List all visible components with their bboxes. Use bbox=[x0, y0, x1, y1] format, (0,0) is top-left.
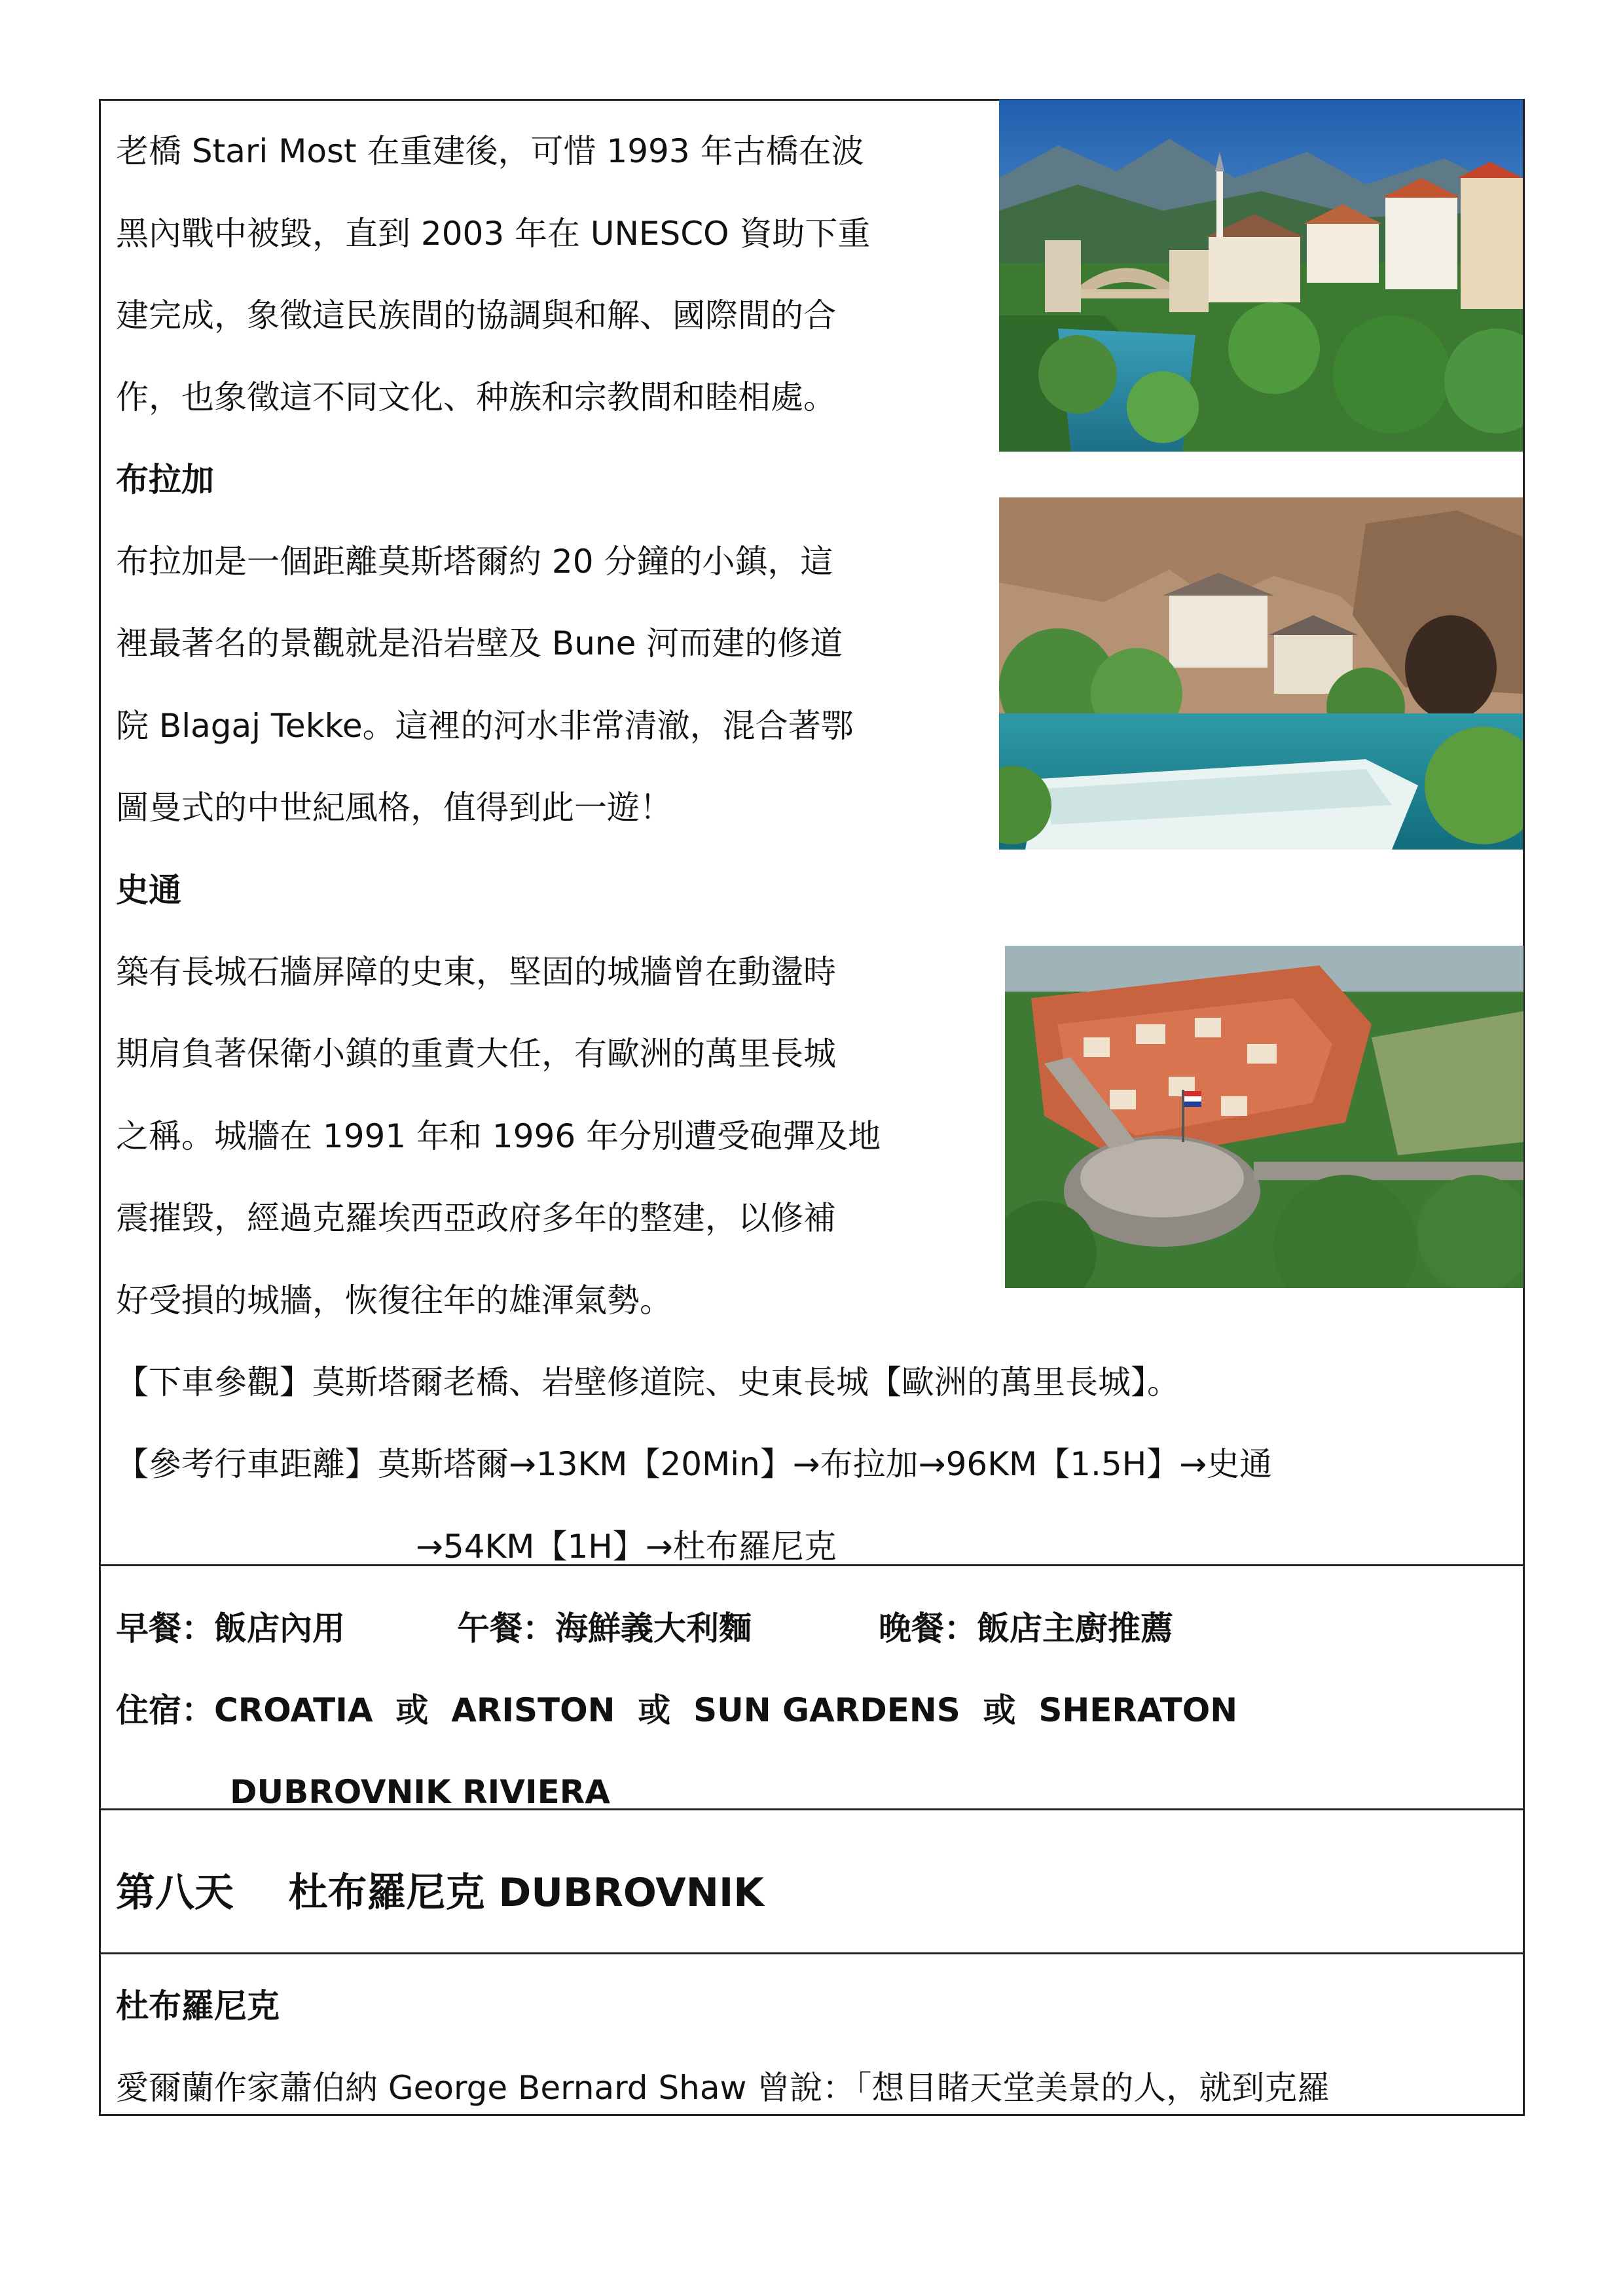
visit-info: 【下車參觀】莫斯塔爾老橋、岩壁修道院、史東長城【歐洲的萬里長城】。 bbox=[116, 1363, 1180, 1401]
dubrovnik-title: 杜布羅尼克 bbox=[116, 1987, 280, 2025]
ston-title: 史通 bbox=[116, 871, 181, 909]
meal-lunch: 午餐：海鮮義大利麵 bbox=[457, 1609, 752, 1647]
blagaj-line-1: 布拉加是一個距離莫斯塔爾約 20 分鐘的小鎮，這 bbox=[116, 543, 833, 581]
ston-line-5: 好受損的城牆，恢復往年的雄渾氣勢。 bbox=[116, 1282, 672, 1319]
blagaj-line-2: 裡最著名的景觀就是沿岩壁及 Bune 河而建的修道 bbox=[116, 624, 843, 662]
mostar-line-4: 作，也象徵這不同文化、种族和宗教間和睦相處。 bbox=[116, 378, 836, 416]
dubrovnik-line-1: 愛爾蘭作家蕭伯納 George Bernard Shaw 曾說：「想目睹天堂美景的人，就到克羅 bbox=[116, 2069, 1330, 2107]
ston-line-2: 期肩負著保衛小鎮的重責大任，有歐洲的萬里長城 bbox=[116, 1035, 836, 1073]
blagaj-line-3: 院 Blagaj Tekke。這裡的河水非常清澈，混合著鄂 bbox=[116, 707, 854, 745]
ston-line-3: 之稱。城牆在 1991 年和 1996 年分別遭受砲彈及地 bbox=[116, 1117, 881, 1155]
blagaj-line-4: 圖曼式的中世紀風格，值得到此一遊！ bbox=[116, 789, 672, 827]
ston-line-4: 震摧毀，經過克羅埃西亞政府多年的整建，以修補 bbox=[116, 1199, 836, 1237]
mostar-bridge-photo bbox=[999, 99, 1523, 452]
row-divider-dubrovnik bbox=[99, 1952, 1525, 1954]
mostar-line-3: 建完成，象徵這民族間的協調與和解、國際間的合 bbox=[116, 296, 836, 334]
blagaj-title: 布拉加 bbox=[116, 461, 214, 499]
distance-line-1: 【參考行車距離】莫斯塔爾→13KM【20Min】→布拉加→96KM【1.5H】→史通 bbox=[116, 1445, 1273, 1483]
mostar-line-1: 老橋 Stari Most 在重建後，可惜 1993 年古橋在波 bbox=[116, 132, 864, 170]
day8-heading: 第八天 杜布羅尼克 DUBROVNIK bbox=[116, 1870, 764, 1916]
meal-breakfast: 早餐：飯店內用 bbox=[116, 1609, 345, 1647]
lodging-line-2: DUBROVNIK RIVIERA bbox=[230, 1773, 610, 1811]
mostar-line-2: 黑內戰中被毀，直到 2003 年在 UNESCO 資助下重 bbox=[116, 215, 871, 253]
meal-dinner: 晚餐：飯店主廚推薦 bbox=[879, 1609, 1173, 1647]
lodging-line-1: 住宿：CROATIA 或 ARISTON 或 SUN GARDENS 或 SHERATON bbox=[116, 1691, 1238, 1729]
ston-line-1: 築有長城石牆屏障的史東，堅固的城牆曾在動盪時 bbox=[116, 953, 836, 991]
distance-line-2: →54KM【1H】→杜布羅尼克 bbox=[416, 1528, 837, 1566]
blagaj-tekke-photo bbox=[999, 497, 1523, 850]
ston-walls-photo bbox=[1005, 946, 1523, 1288]
